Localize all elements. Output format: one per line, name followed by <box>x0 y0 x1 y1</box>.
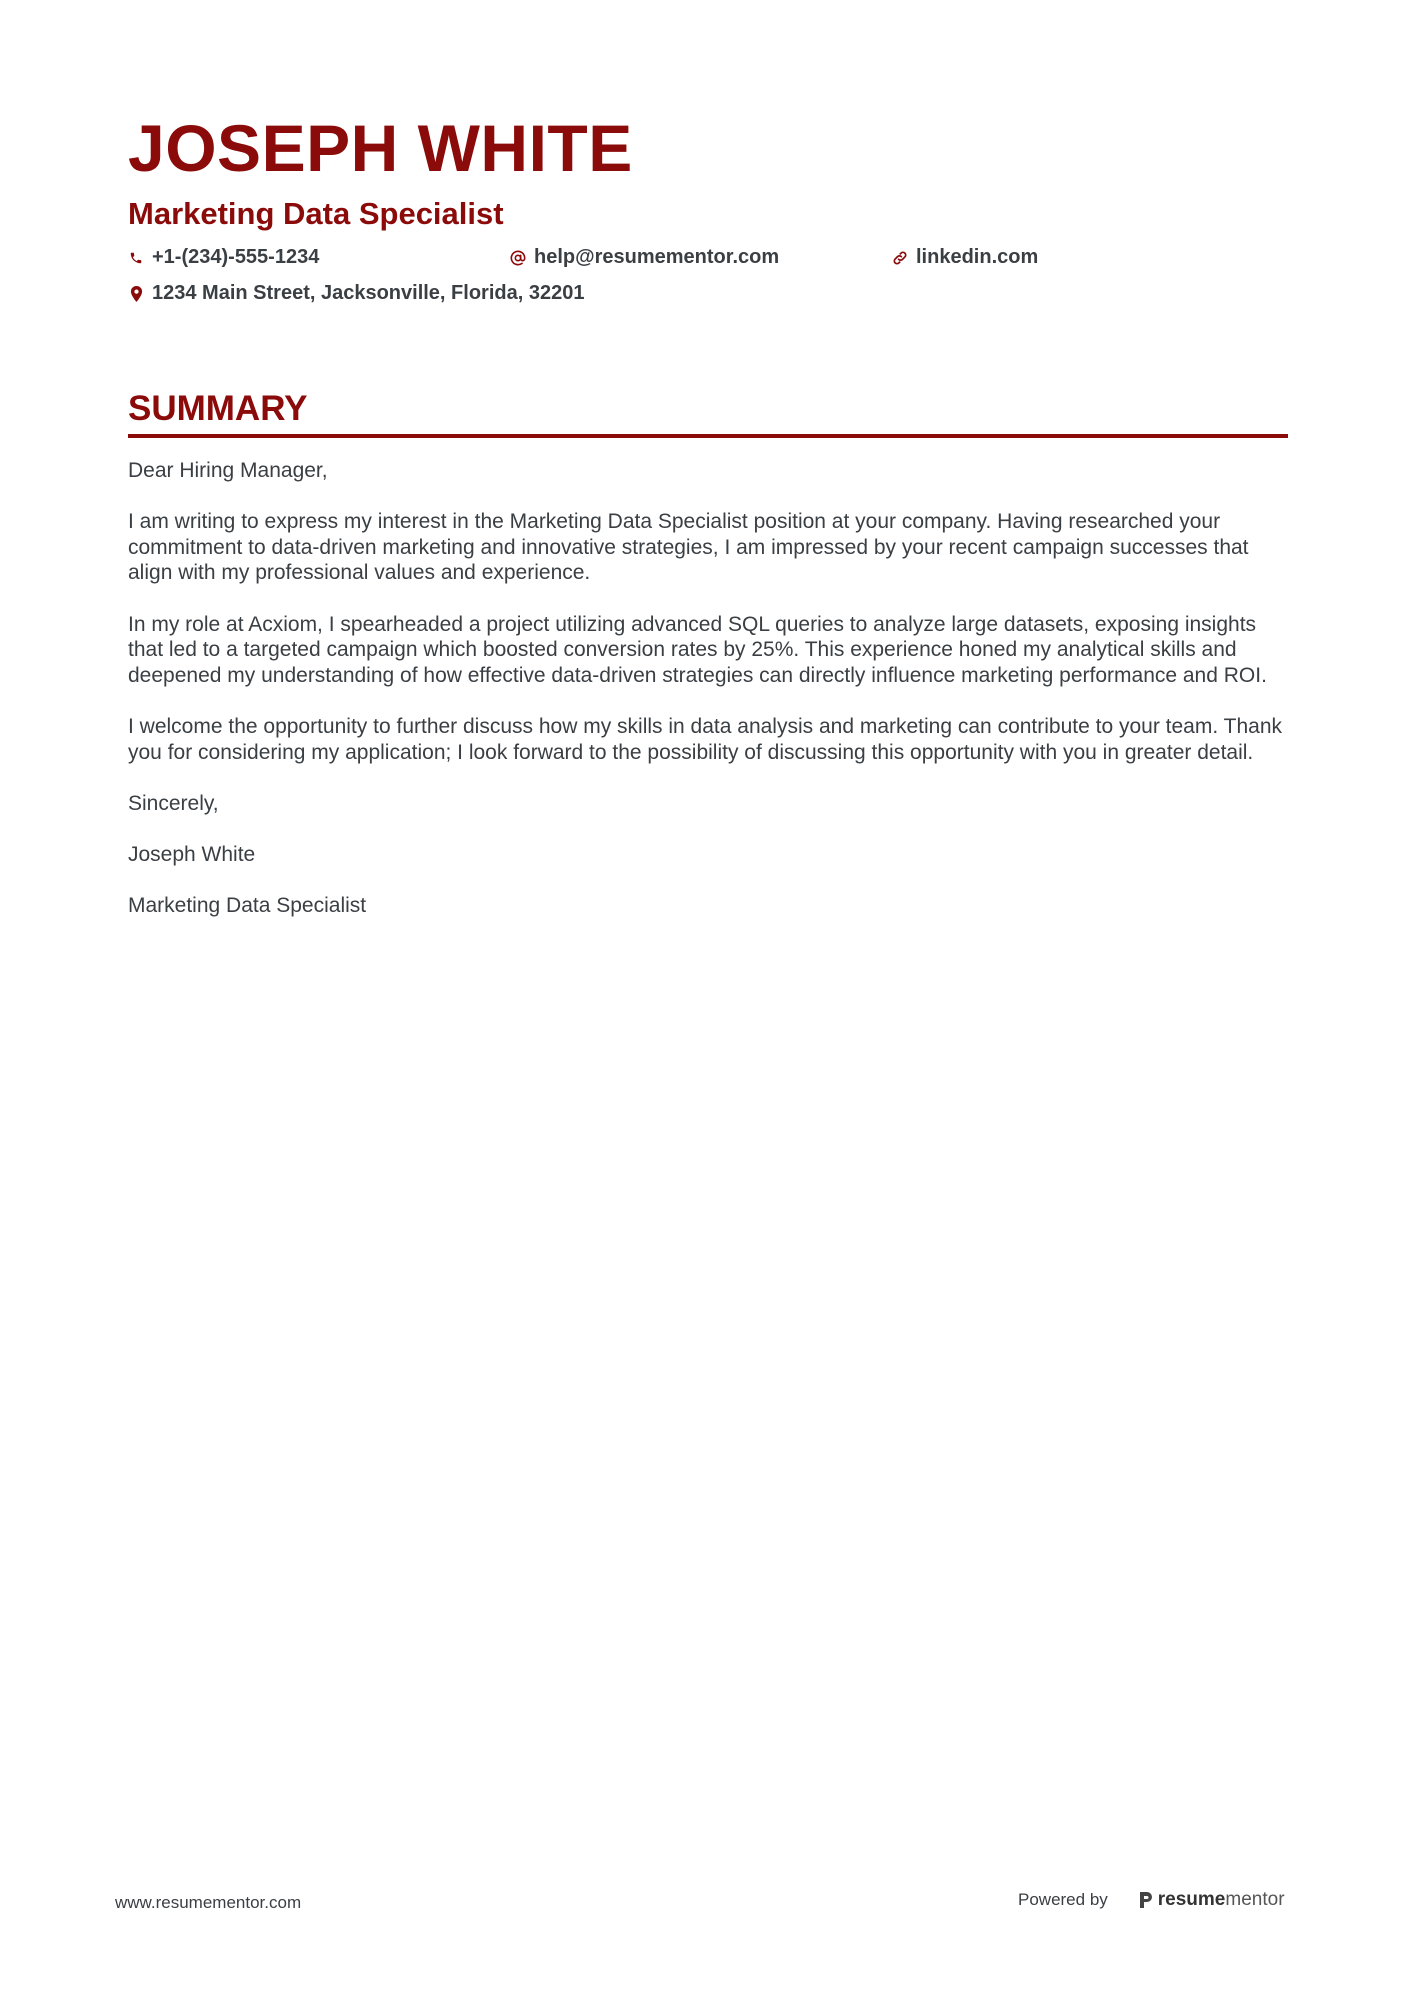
contact-email[interactable] <box>510 246 779 269</box>
letter-paragraph: In my role at Acxiom, I spearheaded a project utilizing advanced SQL queries to analyze large datasets, exposing insights that led to a targeted campaign which boosted conversion rates by 25%. This experience honed my analytical skills and deepened my understanding of how effective data-driven strategies can directly influence marketing performance and ROI. <box>128 612 1267 687</box>
section-divider <box>128 434 1288 438</box>
at-sign-icon <box>510 250 526 266</box>
letter-paragraph: I welcome the opportunity to further discuss how my skills in data analysis and marketing can contribute to your team. Thank you for considering my application; I look forward to the possibility of discussing this opportunity with you in greater detail. <box>128 714 1283 764</box>
footer-website[interactable]: www.resumementor.com <box>115 1893 302 1912</box>
contact-phone <box>128 246 319 269</box>
section-title: SUMMARY <box>128 389 308 428</box>
letter-body <box>128 458 1288 919</box>
summary-section <box>128 388 1288 944</box>
brand-mark-icon <box>1138 1890 1154 1910</box>
phone-icon <box>128 250 144 266</box>
brand-text-bold: resume <box>1157 1889 1226 1910</box>
powered-by-label: Powered by <box>1018 1890 1108 1909</box>
resume-header <box>128 108 1288 320</box>
contact-linkedin[interactable] <box>892 246 1038 269</box>
address-text: 1234 Main Street, Jacksonville, Florida, 32201 <box>152 282 585 304</box>
linkedin-text: linkedin.com <box>916 246 1039 268</box>
link-icon <box>892 250 908 266</box>
brand-text-light: mentor <box>1225 1889 1285 1910</box>
location-pin-icon <box>128 286 144 302</box>
signature-title: Marketing Data Specialist <box>128 894 367 918</box>
closing: Sincerely, <box>128 791 219 815</box>
signature-name: Joseph White <box>128 842 256 866</box>
salutation: Dear Hiring Manager, <box>128 459 328 482</box>
contact-address <box>128 282 584 305</box>
letter-paragraph: I am writing to express my interest in the Marketing Data Specialist position at your company. Having researched your commitment to data-driven marketing and innovative strategies, I am impressed by your recent campaign successes that align with my professional values and experience. <box>128 510 1249 585</box>
phone-text: +1-(234)-555-1234 <box>152 246 320 268</box>
email-text: help@resumementor.com <box>534 246 780 268</box>
resumementor-logo[interactable] <box>1138 1889 1285 1911</box>
contact-info <box>128 246 1288 320</box>
candidate-role: Marketing Data Specialist <box>128 196 504 231</box>
footer-powered-by <box>1018 1889 1285 1911</box>
candidate-name: JOSEPH WHITE <box>128 111 633 185</box>
